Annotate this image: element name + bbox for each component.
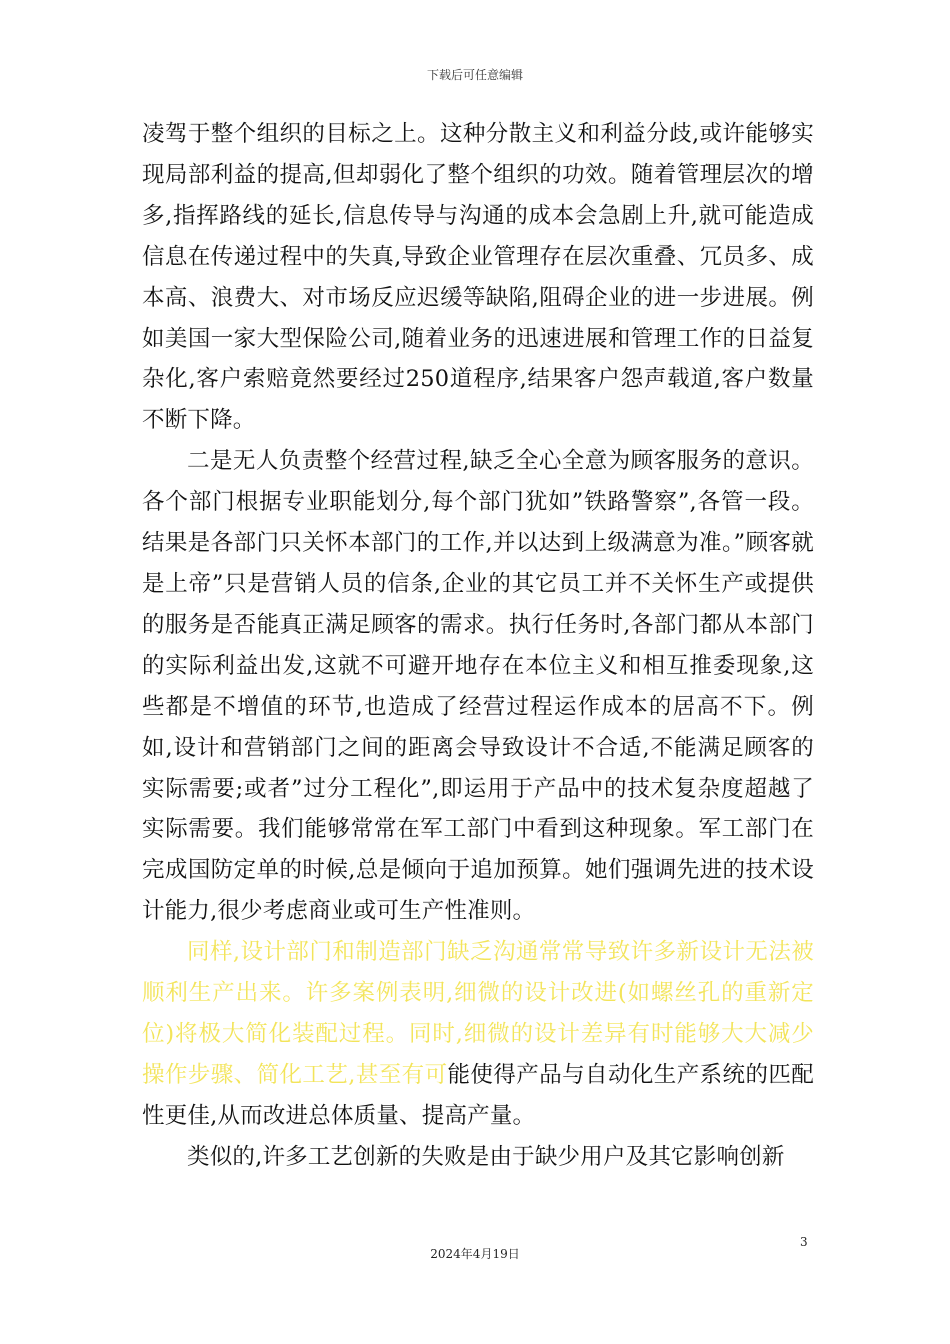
document-body bbox=[142, 114, 814, 1178]
paragraph: 二是无人负责整个经营过程,缺乏全心全意为顾客服务的意识。各个部门根据专业职能划分,每个部门犹如”铁路警察”,各管一段。结果是各部门只关怀本部门的工作,并以达到上级满意为准。”顾客就是上帝”只是营销人员的信条,企业的其它员工并不关怀生产或提供的服务是否能真正满足顾客的需求。执行任务时,各部门都从本部门的实际利益出发,这就不可避开地存在本位主义和相互推委现象,这些都是不增值的环节,也造成了经营过程运作成本的居高不下。例如,设计和营销部门之间的距离会导致设计不合适,不能满足顾客的实际需要;或者”过分工程化”,即运用于产品中的技术复杂度超越了实际需要。我们能够常常在军工部门中看到这种现象。军工部门在完成国防定单的时候,总是倾向于追加预算。她们强调先进的技术设计能力,很少考虑商业或可生产性准则。 bbox=[142, 448, 814, 925]
highlighted-text: 同样,设计部门和制造部门缺乏沟通常常导致许多新设计无法被顺利生产出来。许多案例表明,细微的设计改进(如螺丝孔的重新定位)将极大简化装配过程。同时,细微的设计差异有时能够大大减少操作步骤、简化工艺,甚至有可 bbox=[142, 939, 814, 1088]
paragraph bbox=[142, 932, 814, 1137]
page-header: 下载后可任意编辑 bbox=[426, 68, 523, 82]
paragraph: 类似的,许多工艺创新的失败是由于缺少用户及其它影响创新 bbox=[187, 1143, 785, 1170]
paragraph-text: 能使得产品与自动化生产系统的匹配性更佳,从而改进总体质量、提高产量。 bbox=[142, 1061, 814, 1129]
page-footer-date: 2024年4月19日 bbox=[430, 1247, 520, 1261]
page-number: 3 bbox=[800, 1235, 808, 1249]
paragraph: 凌驾于整个组织的目标之上。这种分散主义和利益分歧,或许能够实现局部利益的提高,但却弱化了整个组织的功效。随着管理层次的增多,指挥路线的延长,信息传导与沟通的成本会急剧上升,就可能造成信息在传递过程中的失真,导致企业管理存在层次重叠、冗员多、成本高、浪费大、对市场反应迟缓等缺陷,阻碍企业的进一步进展。例如美国一家大型保险公司,随着业务的迅速进展和管理工作的日益复杂化,客户索赔竟然要经过250道程序,结果客户怨声载道,客户数量不断下降。 bbox=[142, 121, 814, 434]
